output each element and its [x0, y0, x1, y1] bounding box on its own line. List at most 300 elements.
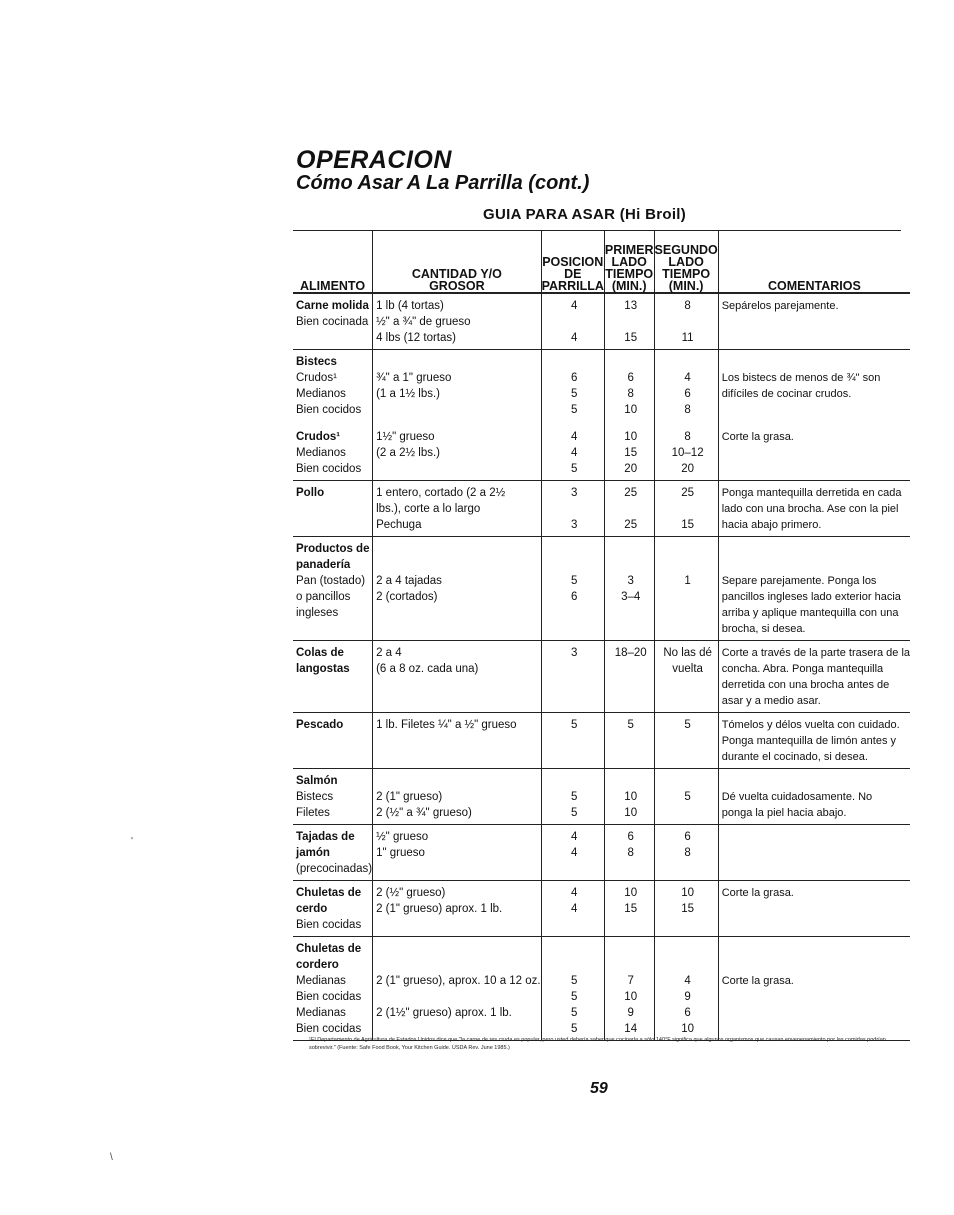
cell-cantidad-line: 2 (cortados) — [376, 591, 438, 603]
cell-primer-lado-line: 5 — [627, 719, 634, 731]
cell-alimento-line: Crudos¹ — [296, 372, 337, 384]
cell-segundo-lado-line — [658, 605, 718, 621]
cell-primer-lado-line: 10 — [624, 404, 638, 416]
cell-posicion-line — [545, 501, 604, 517]
cell-comentarios-line: ponga la piel hacia abajo. — [721, 807, 847, 819]
cell-posicion-line: 5 — [571, 388, 578, 400]
cell-primer-lado-line: 25 — [624, 487, 638, 499]
cell-comentarios — [718, 641, 910, 713]
table-body — [293, 293, 910, 1041]
cell-alimento — [293, 881, 373, 937]
cell-primer-lado — [604, 537, 654, 641]
cell-cantidad-line — [376, 354, 541, 370]
header-posicion — [541, 230, 604, 293]
cell-alimento — [293, 537, 373, 641]
cell-cantidad-line: 2 (1½" grueso) aprox. 1 lb. — [376, 1007, 512, 1019]
cell-posicion-line: 4 — [571, 831, 578, 843]
cell-segundo-lado-line: No las dé — [663, 647, 712, 659]
cell-primer-lado-line — [608, 605, 654, 621]
cell-cantidad-line: 4 lbs (12 tortas) — [376, 332, 456, 344]
cell-posicion-line: 5 — [571, 463, 578, 475]
cell-comentarios-line: Corte la grasa. — [721, 887, 794, 899]
header-primer-line: LADO — [611, 255, 647, 269]
cell-alimento-line: Bien cocidas — [296, 1023, 362, 1035]
cell-posicion — [541, 881, 604, 937]
cell-cantidad-line — [376, 557, 541, 573]
cell-posicion-line — [545, 541, 604, 557]
cell-comentarios-line: lado con una brocha. Ase con la piel — [721, 503, 899, 515]
cell-comentarios-line: derretida con una brocha antes de — [721, 679, 890, 691]
cell-segundo-lado-line: 9 — [684, 991, 691, 1003]
table-row — [293, 293, 910, 350]
cell-alimento-line: Bien cocidos — [296, 404, 362, 416]
cell-cantidad-line: ½" grueso — [376, 831, 429, 843]
cell-cantidad — [373, 641, 542, 713]
cell-cantidad-line: lbs.), corte a lo largo — [376, 503, 481, 515]
table-row — [293, 641, 910, 713]
cell-primer-lado-line: 10 — [624, 791, 638, 803]
cell-cantidad-line: 2 (1" grueso) — [376, 791, 443, 803]
cell-comentarios-line: Dé vuelta cuidadosamente. No — [721, 791, 873, 803]
cell-segundo-lado — [654, 293, 718, 350]
cell-posicion — [541, 825, 604, 881]
cell-cantidad — [373, 481, 542, 537]
table-row — [293, 481, 910, 537]
table-row — [293, 937, 910, 1041]
footnote: ¹El Departamento de Agricultura de Estados Unidos dice que "la carne de res cruda es popular, pero usted debería saber que cocinarla a sólo 140°F significa que algunos organismos que causan envenenamiento por las comidas podrían sobrevivir." (Fuente: Safe Food Book, Your Kitchen Guide. USDA Rev. June 1985.) — [309, 1037, 886, 1051]
cell-posicion — [541, 769, 604, 825]
cell-segundo-lado-line: 6 — [684, 831, 691, 843]
table-row — [293, 769, 910, 825]
cell-alimento-line: panadería — [296, 559, 351, 571]
cell-primer-lado — [604, 825, 654, 881]
cell-primer-lado-line: 8 — [627, 388, 634, 400]
cell-cantidad-line — [376, 402, 541, 418]
cell-primer-lado-line: 13 — [624, 300, 638, 312]
cell-alimento — [293, 350, 373, 422]
cell-cantidad-line: (6 a 8 oz. cada una) — [376, 663, 479, 675]
cell-alimento — [293, 481, 373, 537]
cell-segundo-lado-line — [658, 917, 718, 933]
cell-primer-lado-line: 15 — [624, 332, 638, 344]
cell-cantidad-line: Pechuga — [376, 519, 422, 531]
cell-alimento-line: Bistecs — [296, 356, 337, 368]
cell-alimento-line: Colas de — [296, 647, 344, 659]
cell-primer-lado-line: 3–4 — [621, 591, 641, 603]
table-row — [293, 825, 910, 881]
cell-cantidad-line — [376, 773, 541, 789]
cell-primer-lado-line — [608, 501, 654, 517]
cell-primer-lado-line: 8 — [627, 847, 634, 859]
cell-comentarios-line: arriba y aplique mantequilla con una — [721, 607, 899, 619]
cell-primer-lado — [604, 641, 654, 713]
cell-segundo-lado-line: 8 — [684, 847, 691, 859]
cell-alimento — [293, 641, 373, 713]
cell-posicion-line: 4 — [571, 447, 578, 459]
cell-primer-lado-line: 20 — [624, 463, 638, 475]
cell-cantidad-line: 2 (½" a ¾" grueso) — [376, 807, 472, 819]
cell-primer-lado-line: 10 — [624, 991, 638, 1003]
cell-comentarios — [718, 769, 910, 825]
cell-alimento — [293, 937, 373, 1041]
cell-alimento-line: Medianas — [296, 1007, 346, 1019]
page-title: OPERACION — [296, 146, 452, 174]
cell-alimento-line: o pancillos — [296, 591, 351, 603]
cell-posicion-line: 6 — [571, 591, 578, 603]
cell-alimento-line: Bien cocidas — [296, 991, 362, 1003]
cell-comentarios-line: Los bistecs de menos de ¾" son — [721, 372, 881, 384]
cell-segundo-lado-line: 5 — [684, 791, 691, 803]
table-row — [293, 713, 910, 769]
cell-cantidad — [373, 825, 542, 881]
cell-primer-lado-line: 18–20 — [614, 647, 647, 659]
header-segundo-line: SEGUNDO — [654, 243, 718, 257]
cell-comentarios-line: Corte a través de la parte trasera de la — [721, 647, 911, 659]
cell-cantidad-line: 1 lb. Filetes ¼" a ½" grueso — [376, 719, 517, 731]
cell-alimento-line: jamón — [296, 847, 330, 859]
cell-comentarios — [718, 881, 910, 937]
cell-comentarios-line: Sepárelos parejamente. — [721, 300, 839, 312]
cell-segundo-lado-line: 8 — [684, 404, 691, 416]
header-posicion-line: PARRILLA — [541, 279, 604, 293]
cell-posicion-line: 3 — [571, 519, 578, 531]
cell-segundo-lado-line: 15 — [681, 519, 695, 531]
cell-cantidad — [373, 713, 542, 769]
cell-comentarios-line: brocha, si desea. — [721, 623, 806, 635]
cell-primer-lado-line: 15 — [624, 447, 638, 459]
cell-alimento-line: Chuletas de — [296, 943, 362, 955]
cell-posicion-line — [545, 917, 604, 933]
cell-comentarios-line — [722, 541, 910, 557]
cell-segundo-lado-line: 8 — [684, 300, 691, 312]
cell-comentarios — [718, 293, 910, 350]
cell-segundo-lado-line — [658, 805, 718, 821]
header-primer-lado — [604, 230, 654, 293]
cell-alimento — [293, 293, 373, 350]
cell-primer-lado-line — [608, 861, 654, 877]
cell-primer-lado-line — [608, 354, 654, 370]
cell-posicion-line: 5 — [571, 975, 578, 987]
cell-alimento-line: Carne molida — [296, 300, 369, 312]
header-primer-line: PRIMER — [604, 243, 654, 257]
cell-posicion-line: 4 — [571, 847, 578, 859]
cell-cantidad-line — [376, 957, 541, 973]
cell-comentarios — [718, 937, 910, 1041]
cell-comentarios — [718, 421, 910, 481]
cell-posicion — [541, 350, 604, 422]
cell-posicion-line — [545, 773, 604, 789]
cell-segundo-lado-line — [658, 861, 718, 877]
cell-segundo-lado-line: vuelta — [672, 663, 703, 675]
cell-primer-lado-line: 3 — [627, 575, 634, 587]
cell-comentarios-line: asar y a medio asar. — [721, 695, 821, 707]
cell-segundo-lado-line: 5 — [684, 719, 691, 731]
cell-comentarios — [718, 350, 910, 422]
cell-cantidad-line — [376, 541, 541, 557]
cell-comentarios-line: Corte la grasa. — [721, 975, 794, 987]
cell-alimento-line: Medianas — [296, 975, 346, 987]
cell-posicion-line — [545, 605, 604, 621]
cell-posicion-line: 5 — [571, 575, 578, 587]
cell-comentarios-line — [722, 773, 910, 789]
cell-alimento-line: cerdo — [296, 903, 328, 915]
cell-cantidad-line: (2 a 2½ lbs.) — [376, 447, 440, 459]
page-subtitle: Cómo Asar A La Parrilla (cont.) — [296, 172, 590, 194]
cell-primer-lado — [604, 421, 654, 481]
cell-cantidad-line: 2 a 4 — [376, 647, 402, 659]
cell-cantidad-line: 1" grueso — [376, 847, 425, 859]
cell-posicion-line — [545, 941, 604, 957]
cell-cantidad-line — [376, 989, 541, 1005]
table-row — [293, 881, 910, 937]
cell-comentarios-line: Ponga mantequilla derretida en cada — [721, 487, 902, 499]
cell-posicion-line: 4 — [571, 332, 578, 344]
cell-alimento-line: Chuletas de — [296, 887, 362, 899]
cell-cantidad — [373, 421, 542, 481]
cell-primer-lado — [604, 481, 654, 537]
cell-alimento-line: Salmón — [296, 775, 338, 787]
cell-segundo-lado — [654, 481, 718, 537]
header-cantidad — [373, 230, 542, 293]
cell-posicion — [541, 293, 604, 350]
cell-comentarios — [718, 537, 910, 641]
cell-posicion-line: 5 — [571, 1007, 578, 1019]
broil-guide-table — [293, 230, 910, 1041]
table-row — [293, 537, 910, 641]
cell-segundo-lado — [654, 713, 718, 769]
header-posicion-line: POSICION — [542, 255, 604, 269]
cell-comentarios — [718, 713, 910, 769]
cell-posicion-line: 4 — [571, 887, 578, 899]
table-row — [293, 350, 910, 422]
cell-primer-lado-line: 10 — [624, 431, 638, 443]
cell-segundo-lado-line — [658, 314, 718, 330]
scan-mark: ' — [131, 836, 133, 847]
header-segundo-line: LADO — [668, 255, 704, 269]
cell-posicion-line: 4 — [571, 903, 578, 915]
cell-primer-lado — [604, 937, 654, 1041]
cell-segundo-lado-line: 10 — [681, 1023, 695, 1035]
cell-segundo-lado-line — [658, 941, 718, 957]
cell-segundo-lado-line — [658, 541, 718, 557]
cell-posicion-line: 4 — [571, 431, 578, 443]
cell-alimento-line: Medianos — [296, 388, 346, 400]
cell-segundo-lado-line — [658, 957, 718, 973]
cell-cantidad-line — [376, 861, 541, 877]
cell-primer-lado-line — [608, 941, 654, 957]
page-number: 59 — [590, 1080, 608, 1097]
cell-segundo-lado — [654, 537, 718, 641]
cell-comentarios-line — [722, 829, 910, 845]
cell-alimento-line: Bien cocidas — [296, 919, 362, 931]
cell-alimento-line: Bien cocidos — [296, 463, 362, 475]
cell-segundo-lado-line: 6 — [684, 388, 691, 400]
cell-posicion-line — [545, 557, 604, 573]
cell-comentarios — [718, 481, 910, 537]
cell-cantidad-line: 2 (1" grueso) aprox. 1 lb. — [376, 903, 503, 915]
cell-alimento-line: Bistecs — [296, 791, 334, 803]
cell-alimento-line: Pescado — [296, 719, 344, 731]
cell-alimento-line: (precocinadas) — [296, 863, 373, 875]
cell-comentarios-line: Corte la grasa. — [721, 431, 794, 443]
header-primer-line: (MIN.) — [611, 279, 647, 293]
cell-posicion — [541, 641, 604, 713]
cell-primer-lado-line: 25 — [624, 519, 638, 531]
cell-segundo-lado-line: 6 — [684, 1007, 691, 1019]
cell-posicion-line — [545, 314, 604, 330]
cell-alimento-line: Crudos¹ — [296, 431, 341, 443]
cell-posicion-line: 4 — [571, 300, 578, 312]
cell-cantidad-line: 1½" grueso — [376, 431, 435, 443]
cell-alimento-line: ingleses — [296, 607, 339, 619]
cell-primer-lado-line: 6 — [627, 372, 634, 384]
cell-alimento-line: Tajadas de — [296, 831, 355, 843]
cell-segundo-lado-line — [658, 589, 718, 605]
cell-posicion-line: 5 — [571, 791, 578, 803]
cell-posicion-line: 5 — [571, 404, 578, 416]
cell-segundo-lado-line: 25 — [681, 487, 695, 499]
cell-primer-lado — [604, 293, 654, 350]
table-header-row — [293, 230, 910, 293]
header-comentarios: COMENTARIOS — [718, 230, 910, 293]
cell-primer-lado-line — [608, 957, 654, 973]
cell-comentarios-line: durante el cocinado, si desea. — [721, 751, 868, 763]
cell-primer-lado — [604, 881, 654, 937]
cell-comentarios-line: Ponga mantequilla de limón antes y — [721, 735, 896, 747]
cell-segundo-lado — [654, 641, 718, 713]
cell-posicion-line — [545, 861, 604, 877]
cell-posicion — [541, 713, 604, 769]
cell-cantidad-line — [376, 917, 541, 933]
cell-segundo-lado-line: 15 — [681, 903, 695, 915]
cell-primer-lado — [604, 713, 654, 769]
header-segundo-line: (MIN.) — [668, 279, 704, 293]
cell-comentarios-line: hacia abajo primero. — [721, 519, 822, 531]
cell-comentarios-line: difíciles de cocinar crudos. — [721, 388, 852, 400]
cell-alimento — [293, 713, 373, 769]
cell-primer-lado-line: 14 — [624, 1023, 638, 1035]
cell-alimento — [293, 769, 373, 825]
cell-cantidad-line — [376, 1021, 541, 1037]
cell-posicion-line: 5 — [571, 1023, 578, 1035]
cell-cantidad-line: (1 a 1½ lbs.) — [376, 388, 440, 400]
cell-cantidad-line — [376, 605, 541, 621]
cell-cantidad-line: ¾" a 1" grueso — [376, 372, 452, 384]
cell-primer-lado-line — [608, 773, 654, 789]
cell-alimento-line: langostas — [296, 663, 350, 675]
cell-segundo-lado-line — [658, 557, 718, 573]
cell-primer-lado-line: 15 — [624, 903, 638, 915]
cell-cantidad-line: 2 a 4 tajadas — [376, 575, 442, 587]
cell-cantidad-line: ½" a ¾" de grueso — [376, 316, 471, 328]
cell-alimento-line: Pan (tostado) — [296, 575, 366, 587]
cell-segundo-lado — [654, 421, 718, 481]
cell-segundo-lado-line: 20 — [681, 463, 695, 475]
cell-posicion — [541, 421, 604, 481]
cell-alimento-line: Medianos — [296, 447, 346, 459]
cell-posicion-line: 5 — [571, 719, 578, 731]
header-alimento: ALIMENTO — [293, 230, 373, 293]
guide-title: GUIA PARA ASAR (Hi Broil) — [483, 206, 687, 223]
cell-alimento-line: Filetes — [296, 807, 330, 819]
cell-segundo-lado — [654, 350, 718, 422]
cell-segundo-lado-line: 1 — [684, 575, 691, 587]
cell-cantidad-line: 1 entero, cortado (2 a 2½ — [376, 487, 506, 499]
cell-segundo-lado — [654, 937, 718, 1041]
cell-segundo-lado-line — [658, 354, 718, 370]
scan-mark: \ — [110, 1152, 113, 1163]
cell-cantidad — [373, 537, 542, 641]
cell-alimento — [293, 421, 373, 481]
cell-cantidad-line: 2 (1" grueso), aprox. 10 a 12 oz. — [376, 975, 541, 987]
cell-alimento — [293, 825, 373, 881]
cell-primer-lado — [604, 350, 654, 422]
cell-alimento-line: cordero — [296, 959, 339, 971]
cell-primer-lado-line — [608, 314, 654, 330]
cell-cantidad — [373, 881, 542, 937]
cell-posicion-line: 6 — [571, 372, 578, 384]
cell-cantidad — [373, 937, 542, 1041]
cell-comentarios-line — [722, 557, 910, 573]
cell-posicion-line — [545, 354, 604, 370]
header-posicion-line: DE — [564, 267, 582, 281]
cell-posicion-line: 3 — [571, 487, 578, 499]
cell-posicion — [541, 537, 604, 641]
cell-cantidad-line — [376, 941, 541, 957]
cell-posicion-line: 3 — [571, 647, 578, 659]
cell-segundo-lado — [654, 881, 718, 937]
table-row — [293, 421, 910, 481]
cell-primer-lado-line: 10 — [624, 807, 638, 819]
cell-segundo-lado-line: 8 — [684, 431, 691, 443]
cell-segundo-lado-line — [658, 501, 718, 517]
cell-comentarios-line — [722, 957, 910, 973]
cell-segundo-lado-line: 11 — [681, 332, 694, 344]
cell-primer-lado — [604, 769, 654, 825]
cell-cantidad — [373, 293, 542, 350]
cell-comentarios-line: pancillos ingleses lado exterior hacia — [721, 591, 901, 603]
cell-cantidad — [373, 769, 542, 825]
cell-cantidad-line — [376, 461, 541, 477]
header-primer-line: TIEMPO — [605, 267, 654, 281]
cell-alimento-line: Bien cocinada — [296, 316, 369, 328]
cell-segundo-lado-line — [658, 773, 718, 789]
cell-cantidad-line: 2 (½" grueso) — [376, 887, 446, 899]
cell-primer-lado-line — [608, 557, 654, 573]
cell-comentarios-line: concha. Abra. Ponga mantequilla — [721, 663, 884, 675]
cell-comentarios-line — [722, 354, 910, 370]
cell-cantidad — [373, 350, 542, 422]
cell-primer-lado-line: 7 — [627, 975, 634, 987]
cell-primer-lado-line — [608, 541, 654, 557]
cell-primer-lado-line: 9 — [627, 1007, 634, 1019]
cell-posicion-line — [545, 957, 604, 973]
cell-posicion-line: 5 — [571, 807, 578, 819]
cell-alimento-line: Pollo — [296, 487, 325, 499]
header-cantidad-line: GROSOR — [429, 279, 485, 293]
header-segundo-lado — [654, 230, 718, 293]
cell-alimento-line: Productos de — [296, 543, 370, 555]
cell-segundo-lado-line: 10–12 — [671, 447, 704, 459]
cell-segundo-lado-line: 10 — [681, 887, 695, 899]
cell-comentarios — [718, 825, 910, 881]
cell-primer-lado-line — [608, 917, 654, 933]
header-segundo-line: TIEMPO — [662, 267, 711, 281]
cell-comentarios-line — [722, 941, 910, 957]
cell-cantidad-line: 1 lb (4 tortas) — [376, 300, 444, 312]
cell-posicion-line: 5 — [571, 991, 578, 1003]
header-cantidad-line: CANTIDAD Y/O — [411, 267, 502, 281]
